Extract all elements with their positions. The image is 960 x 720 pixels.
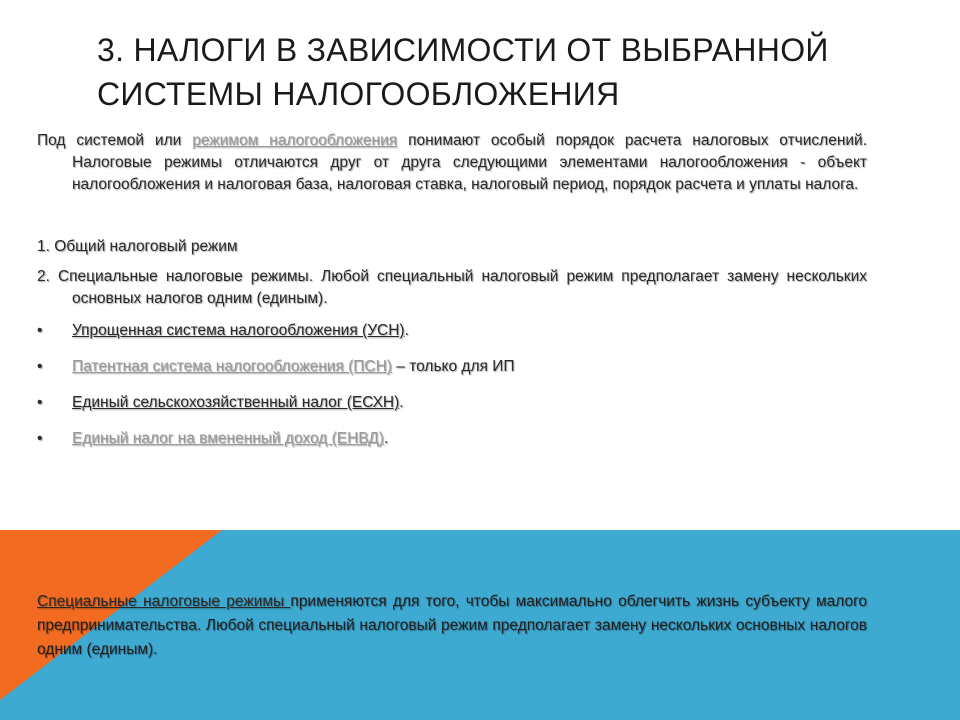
psn-suffix: – только для ИП — [391, 358, 515, 375]
list-item-special: 2. Специальные налоговые режимы. Любой специальный налоговый режим предполагает замену нескольких основных налогов одним (единым). — [37, 268, 867, 307]
bullet-psn — [37, 356, 867, 378]
bullet-marker: • — [37, 358, 43, 375]
special-regimes-link[interactable]: Специальные налоговые режимы — [37, 593, 291, 610]
bullet-marker: • — [37, 394, 43, 411]
usn-suffix: . — [404, 322, 409, 339]
intro-text-1: Под системой или — [37, 132, 193, 149]
intro-paragraph — [37, 130, 867, 196]
intro-text-2: понимают особый порядок расчета налоговых отчислений. Налоговые режимы отличаются друг от друга следующими элементами налогообложения - объект налогообложения и налоговая база, налоговая ставка, налоговый период, порядок расчета и уплаты налога. — [72, 132, 868, 193]
bullet-usn — [37, 320, 867, 342]
bullet-envd — [37, 428, 867, 450]
eskhn-suffix: . — [399, 394, 404, 411]
envd-suffix: . — [383, 430, 389, 447]
usn-link[interactable]: Упрощенная система налогообложения (УСН) — [72, 322, 405, 339]
regime-list — [37, 320, 867, 450]
eskhn-link[interactable]: Единый сельскохозяйственный налог (ЕСХН) — [72, 394, 400, 411]
bottom-text: применяются для того, чтобы максимально облегчить жизнь субъекту малого предпринимательства. Любой специальный налоговый режим предполагает замену нескольких основных налогов одним (единым). — [37, 593, 868, 658]
psn-link[interactable]: Патентная система налогообложения (ПСН) — [72, 358, 392, 375]
bullet-marker: • — [37, 430, 43, 447]
bottom-paragraph — [37, 590, 867, 662]
bullet-marker: • — [37, 322, 43, 339]
slide-title: 3. НАЛОГИ В ЗАВИСИМОСТИ ОТ ВЫБРАННОЙ СИСТЕМЫ НАЛОГООБЛОЖЕНИЯ — [97, 32, 829, 112]
bullet-eskhn — [37, 392, 867, 414]
envd-link[interactable]: Единый налог на вмененный доход (ЕНВД) — [72, 430, 384, 447]
main-content — [37, 130, 867, 464]
tax-regime-link[interactable]: режимом налогообложения — [192, 132, 398, 149]
list-item-general: 1. Общий налоговый режим — [37, 238, 238, 255]
